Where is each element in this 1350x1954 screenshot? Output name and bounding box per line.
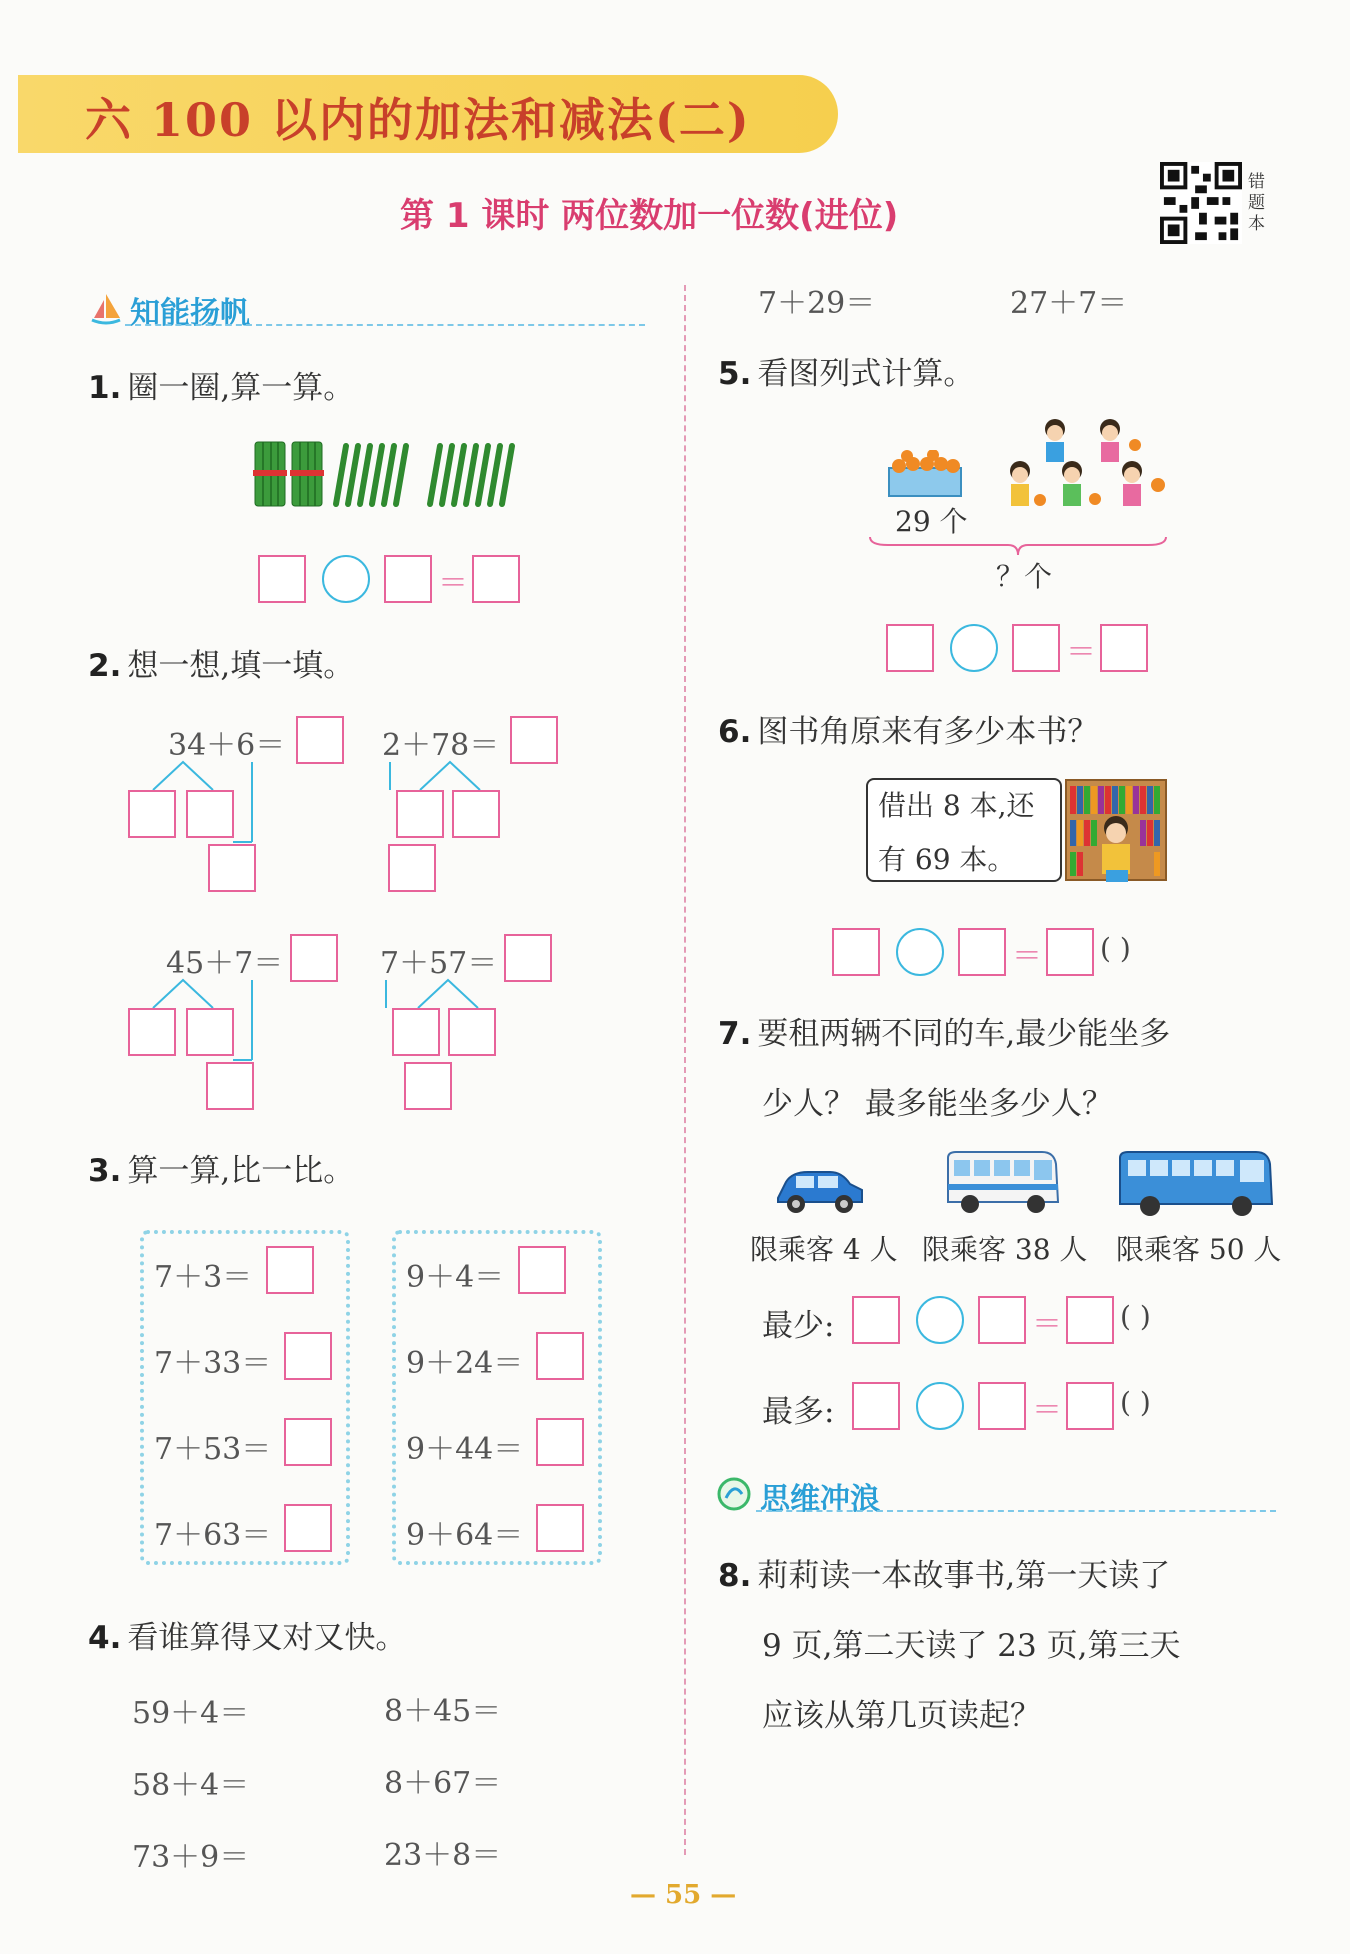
- equation: 9＋24＝: [406, 1346, 524, 1381]
- unit-blank[interactable]: ( ): [1120, 1386, 1151, 1419]
- equation: 9＋4＝: [406, 1260, 505, 1295]
- answer-box[interactable]: [504, 934, 552, 982]
- question-number: 6.: [718, 714, 752, 750]
- section-line: [756, 1510, 1276, 1512]
- split-equation: 34＋6＝: [168, 728, 286, 763]
- equation: 8＋45＝: [384, 1694, 502, 1729]
- answer-box[interactable]: [852, 1382, 900, 1430]
- answer-box[interactable]: [510, 716, 558, 764]
- equation: 9＋64＝: [406, 1518, 524, 1553]
- vehicle-capacity: 限乘客 38 人: [922, 1233, 1088, 1266]
- answer-box[interactable]: [396, 790, 444, 838]
- answer-box[interactable]: [384, 555, 432, 603]
- unit-blank[interactable]: ( ): [1100, 932, 1131, 965]
- answer-box[interactable]: [392, 1008, 440, 1056]
- equation: 8＋67＝: [384, 1766, 502, 1801]
- question-8-line-2: 9 页,第二天读了 23 页,第三天: [762, 1628, 1181, 1664]
- car-icon: [772, 1160, 868, 1218]
- question-2: [88, 640, 354, 685]
- question-number: 1.: [88, 370, 122, 406]
- oranges-basket-image: [885, 450, 965, 498]
- equation: 9＋44＝: [406, 1432, 524, 1467]
- unit-blank[interactable]: ( ): [1120, 1300, 1151, 1333]
- answer-box[interactable]: [284, 1418, 332, 1466]
- question-5: [718, 348, 974, 393]
- answer-box[interactable]: [448, 1008, 496, 1056]
- answer-box[interactable]: [208, 844, 256, 892]
- lesson-title: 第 1 课时 两位数加一位数(进位): [400, 196, 899, 236]
- question-6: [718, 706, 1098, 751]
- answer-box[interactable]: [296, 716, 344, 764]
- answer-box[interactable]: [832, 928, 880, 976]
- section-line: [125, 324, 645, 326]
- answer-box[interactable]: [852, 1296, 900, 1344]
- answer-box[interactable]: [290, 934, 338, 982]
- equation: 73＋9＝: [132, 1840, 250, 1875]
- question-text: 想一想,填一填。: [127, 648, 355, 684]
- equation: 7＋63＝: [154, 1518, 272, 1553]
- counting-sticks-image: [250, 440, 535, 510]
- answer-box[interactable]: [1100, 624, 1148, 672]
- equals-sign: ＝: [1012, 939, 1042, 974]
- answer-box[interactable]: [452, 790, 500, 838]
- equation: 7＋53＝: [154, 1432, 272, 1467]
- answer-box[interactable]: [536, 1504, 584, 1552]
- question-text: 算一算,比一比。: [127, 1153, 355, 1189]
- max-label: 最多:: [762, 1394, 835, 1430]
- equation: 59＋4＝: [132, 1696, 250, 1731]
- answer-box[interactable]: [958, 928, 1006, 976]
- answer-box[interactable]: [1066, 1382, 1114, 1430]
- page-number: — 55 —: [630, 1880, 737, 1910]
- section-zhineng: 知能扬帆: [130, 296, 250, 331]
- equation: 7＋33＝: [154, 1346, 272, 1381]
- answer-box[interactable]: [266, 1246, 314, 1294]
- question-3: [88, 1145, 354, 1190]
- answer-box[interactable]: [978, 1296, 1026, 1344]
- question-number: 4.: [88, 1620, 122, 1656]
- operator-circle[interactable]: [950, 624, 998, 672]
- answer-box[interactable]: [258, 555, 306, 603]
- answer-box[interactable]: [388, 844, 436, 892]
- section-siwei: 思维冲浪: [760, 1482, 880, 1517]
- total-brace: [868, 535, 1168, 557]
- question-number: 7.: [718, 1016, 752, 1052]
- equation: 23＋8＝: [384, 1838, 502, 1873]
- sailboat-icon: [88, 290, 124, 326]
- equation: 7＋29＝: [758, 286, 876, 321]
- bubble-line-2: 有 69 本。: [878, 843, 1016, 876]
- question-7-line-2: 少人？ 最多能坐多少人？: [762, 1086, 1113, 1122]
- question-text: 莉莉读一本故事书,第一天读了: [757, 1558, 1171, 1594]
- children-with-oranges-image: [1000, 415, 1185, 525]
- answer-box[interactable]: [186, 1008, 234, 1056]
- equation: 58＋4＝: [132, 1768, 250, 1803]
- operator-circle[interactable]: [916, 1296, 964, 1344]
- count-label: 29 个: [895, 505, 968, 538]
- equation: 27＋7＝: [1010, 286, 1128, 321]
- question-number: 3.: [88, 1153, 122, 1189]
- answer-box[interactable]: [128, 1008, 176, 1056]
- answer-box[interactable]: [1012, 624, 1060, 672]
- answer-box[interactable]: [284, 1504, 332, 1552]
- question-4: [88, 1612, 406, 1657]
- unit-title: 六 100 以内的加法和减法(二): [85, 93, 751, 147]
- minibus-icon: [942, 1148, 1062, 1220]
- question-number: 8.: [718, 1558, 752, 1594]
- equals-sign: ＝: [1066, 635, 1096, 670]
- question-1: [88, 362, 354, 407]
- answer-box[interactable]: [518, 1246, 566, 1294]
- operator-circle[interactable]: [322, 555, 370, 603]
- qr-code-icon[interactable]: [1160, 162, 1242, 244]
- min-label: 最少:: [762, 1308, 835, 1344]
- split-equation: 7＋57＝: [380, 946, 498, 981]
- equals-sign: ＝: [1032, 1393, 1062, 1428]
- vehicle-capacity: 限乘客 4 人: [750, 1233, 898, 1266]
- question-7-line-1: [718, 1008, 1170, 1053]
- answer-box[interactable]: [472, 555, 520, 603]
- operator-circle[interactable]: [896, 928, 944, 976]
- answer-box[interactable]: [284, 1332, 332, 1380]
- operator-circle[interactable]: [916, 1382, 964, 1430]
- split-equation: 2＋78＝: [382, 728, 500, 763]
- question-label: ？个: [996, 560, 1053, 593]
- question-text: 看谁算得又对又快。: [127, 1620, 407, 1656]
- answer-box[interactable]: [536, 1418, 584, 1466]
- bus-icon: [1116, 1148, 1276, 1222]
- bubble-line-1: 借出 8 本,还: [878, 789, 1035, 822]
- qr-label: 错题本: [1248, 172, 1265, 234]
- question-8-line-3: 应该从第几页读起？: [762, 1698, 1041, 1734]
- question-number: 2.: [88, 648, 122, 684]
- answer-box[interactable]: [886, 624, 934, 672]
- answer-box[interactable]: [978, 1382, 1026, 1430]
- equals-sign: ＝: [1032, 1307, 1062, 1342]
- equals-sign: ＝: [438, 566, 468, 601]
- answer-box[interactable]: [1046, 928, 1094, 976]
- wave-icon: [716, 1476, 752, 1512]
- split-equation: 45＋7＝: [166, 946, 284, 981]
- answer-box[interactable]: [206, 1062, 254, 1110]
- question-text: 要租两辆不同的车,最少能坐多: [757, 1016, 1171, 1052]
- question-text: 看图列式计算。: [757, 356, 975, 392]
- equation: 7＋3＝: [154, 1260, 253, 1295]
- answer-box[interactable]: [186, 790, 234, 838]
- question-8-line-1: [718, 1550, 1170, 1595]
- question-text: 圈一圈,算一算。: [127, 370, 355, 406]
- answer-box[interactable]: [128, 790, 176, 838]
- column-divider: [684, 285, 686, 1855]
- answer-box[interactable]: [536, 1332, 584, 1380]
- vehicle-capacity: 限乘客 50 人: [1116, 1233, 1282, 1266]
- bookshelf-child-image: [1058, 778, 1170, 884]
- answer-box[interactable]: [1066, 1296, 1114, 1344]
- question-text: 图书角原来有多少本书？: [757, 714, 1099, 750]
- question-number: 5.: [718, 356, 752, 392]
- answer-box[interactable]: [404, 1062, 452, 1110]
